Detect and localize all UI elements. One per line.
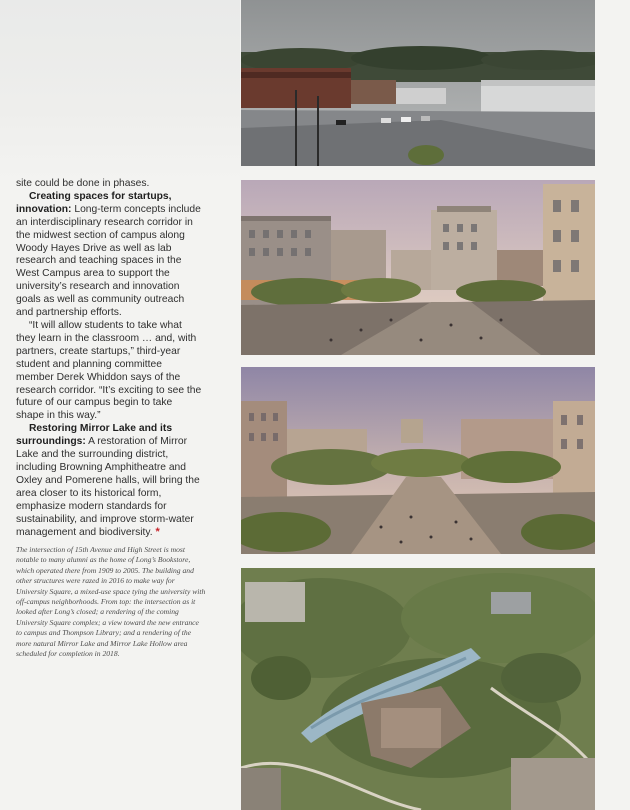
rendering-mirror-lake-hollow [241,568,595,810]
section-body-startups: Long-term concepts include an interdisciplinary research corridor in the midwest section of campus along Woody Hayes Drive as well as lab research and teaching spaces in the West Campus area to support the university’s research and innovation goals as well as community outreach and partnership efforts. [16,203,201,319]
paragraph-mirror-lake [16,423,202,540]
section-body-mirror-lake: A restoration of Mirror Lake and the surrounding district, including Browning Amphitheatre and Oxley and Pomerene halls, will bring the area closer to its historical form, emphasize modern standards for sustainability, and improve storm-water management and biodiversity. [16,436,200,539]
article-text [16,178,202,540]
background-fade [0,0,240,180]
section-heading-mirror-lake: Restoring Mirror Lake and its surroundings: [16,423,173,448]
photo-caption: The intersection of 15th Avenue and High Street is most notable to many alumni as the home of Long’s Bookstore, which operated there from 1909 to 2005. The building and other structures were razed in 2016 to make way for University Square, a mixed-use space tying the university with off-campus neighborhoods. From top: the intersection as it looked after Long’s closed; a rendering of the coming University Square complex; a view toward the new entrance to campus and Thompson Library; and a rendering of the more natural Mirror Lake and Mirror Lake Hollow area scheduled for completion in 2018. [16,545,206,659]
section-heading-startups: Creating spaces for startups, innovation: [16,190,172,215]
end-of-article-mark: * [155,526,160,539]
photo-intersection-after-closing [241,0,595,166]
paragraph-quote: “It will allow students to take what they learn in the classroom … and, with partners, create startups,” third-year student and planning committee member Derek Whiddon says of the research corridor. “It’s exciting to see the future of our campus begin to take shape in this way.” [16,319,202,422]
paragraph-phases: site could be done in phases. [16,178,150,189]
paragraph-startups [16,191,202,320]
rendering-campus-entrance-library [241,367,595,554]
rendering-university-square [241,180,595,355]
